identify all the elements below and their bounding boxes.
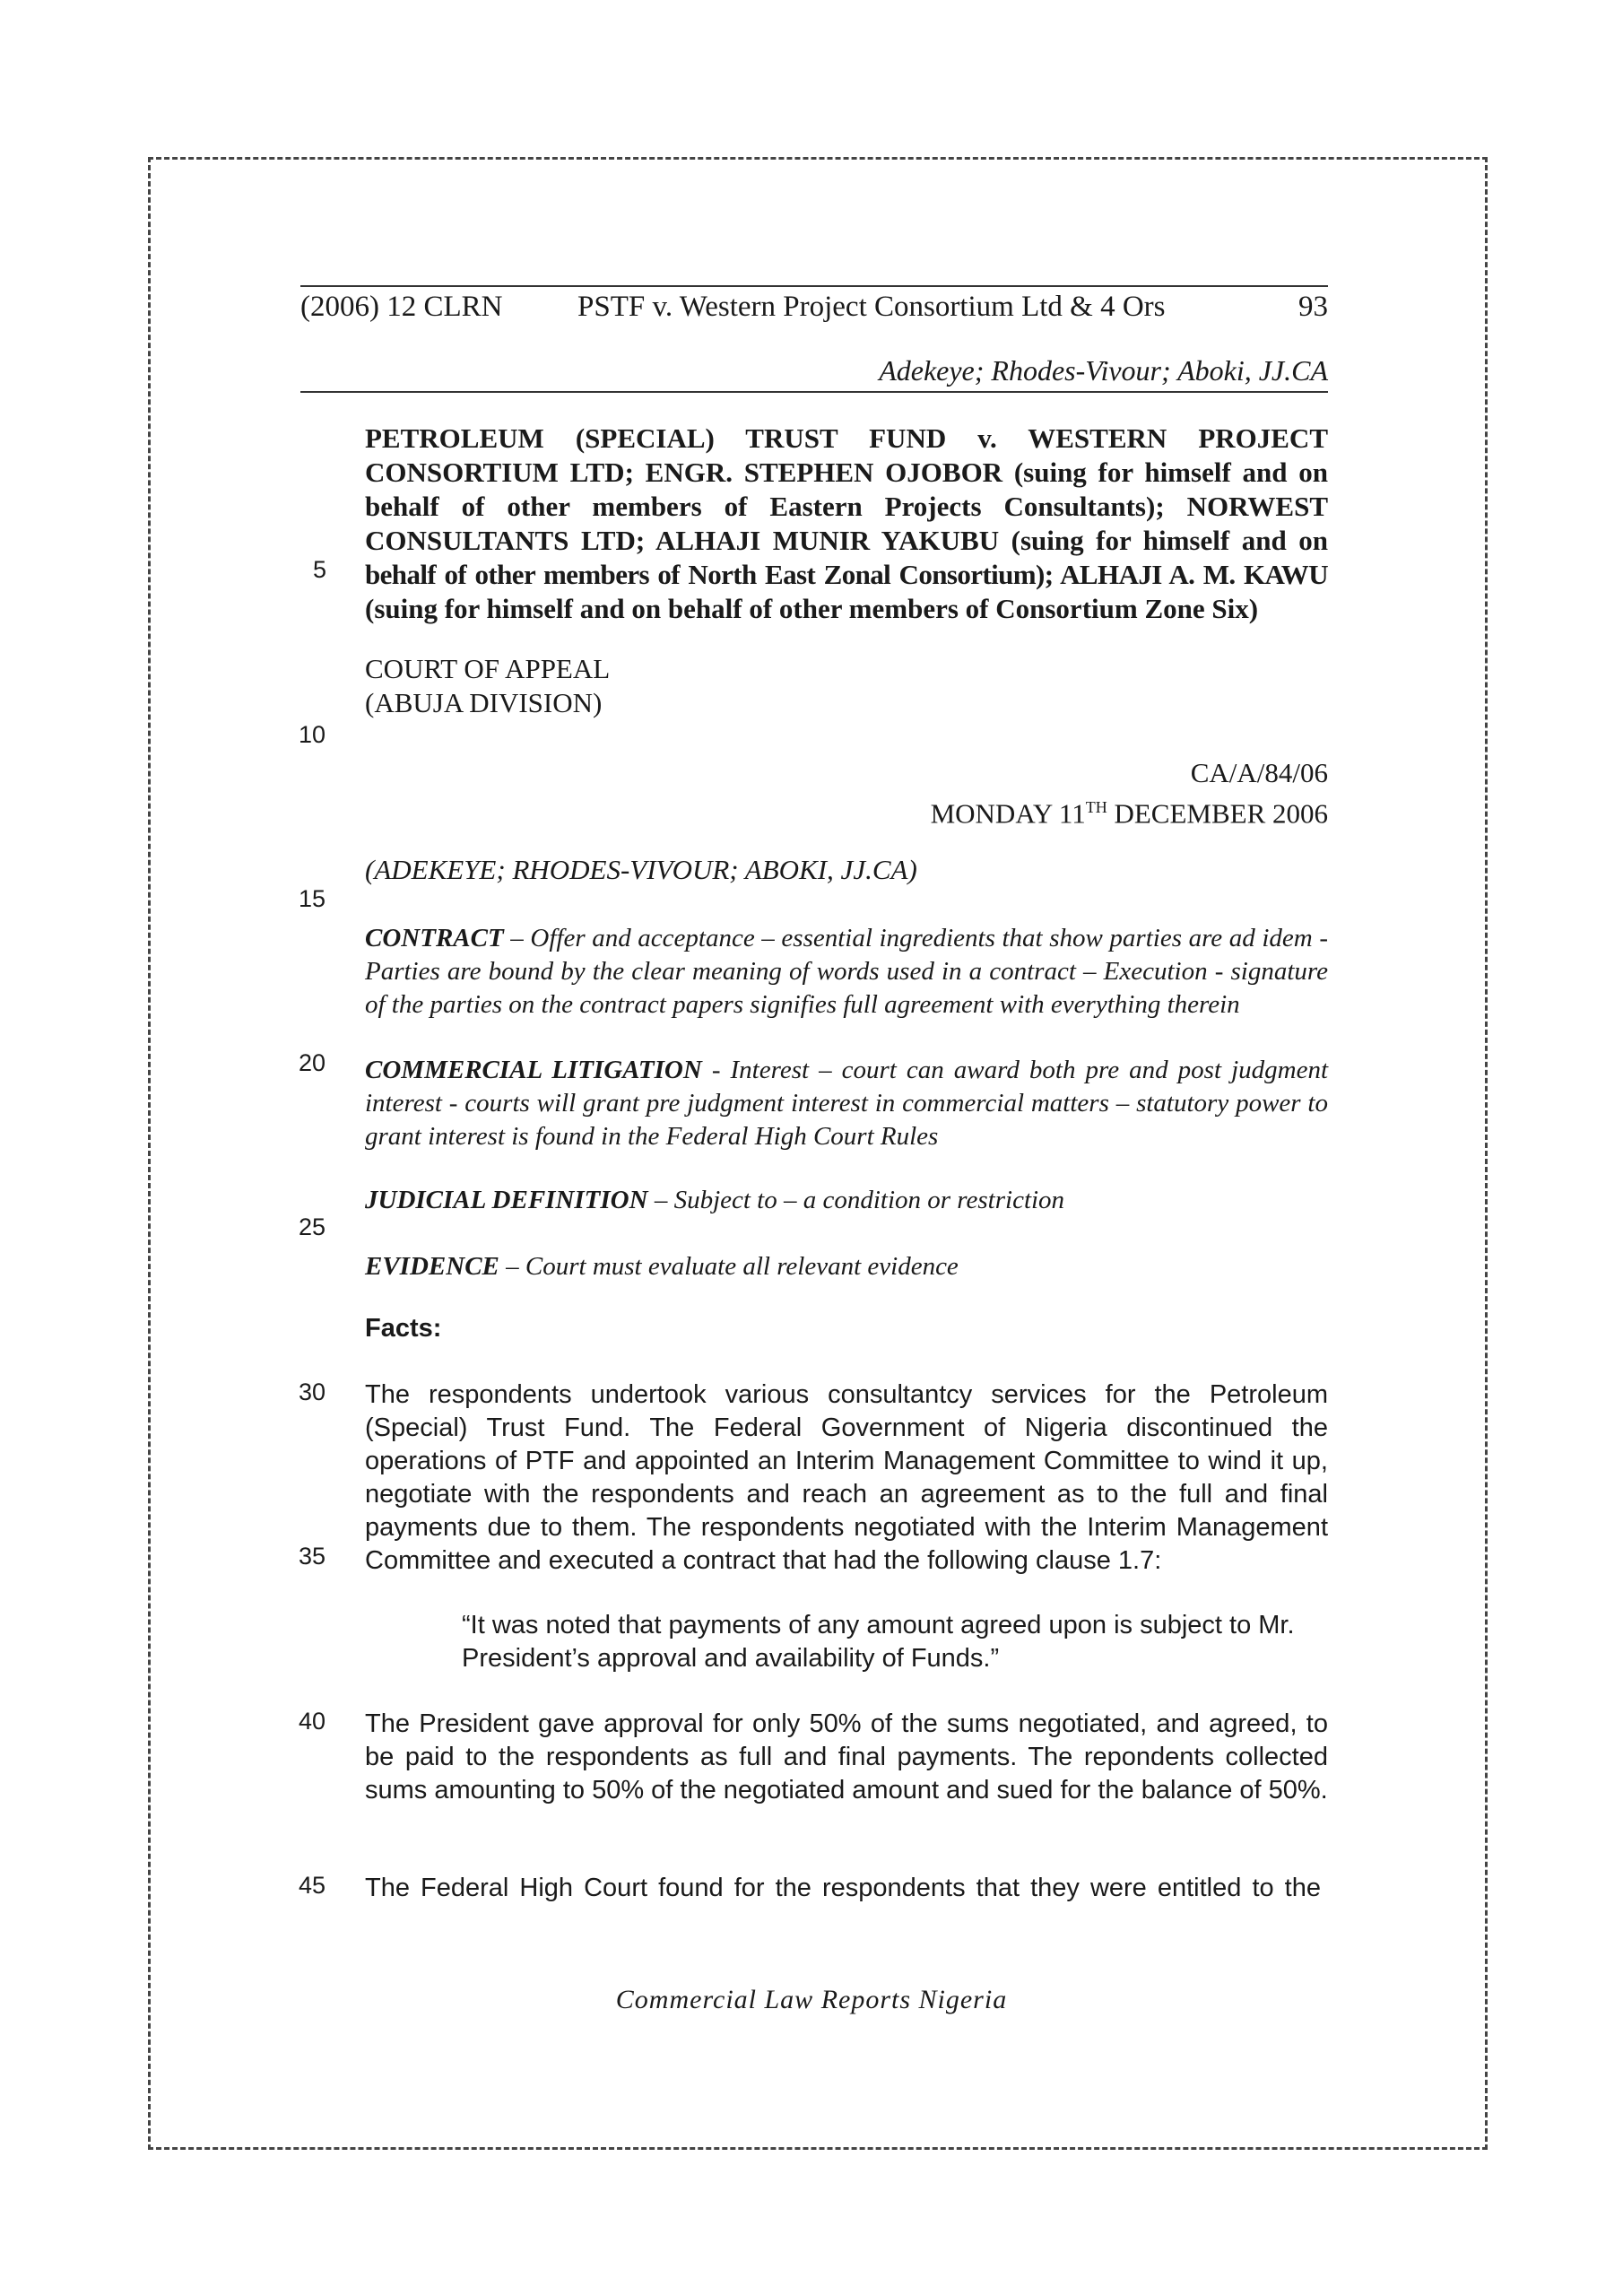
parties-line: CONSORTIUM LTD; ENGR. STEPHEN OJOBOR (suing for himself and on: [365, 457, 1328, 488]
line-number: 10: [299, 721, 326, 748]
parties-line: CONSULTANTS LTD; ALHAJI MUNIR YAKUBU (suing for himself and on: [365, 525, 1328, 556]
justices-panel: (ADEKEYE; RHODES-VIVOUR; ABOKI, JJ.CA): [365, 854, 917, 885]
catchword-text: – Offer and acceptance – essential ingredients that show parties are ad idem - Parties are bound by the clear meaning of words used in a contract – Execution - signature of the parties on the contract papers signifies full agreement with everything therein: [365, 924, 1328, 1019]
catchword-heading: EVIDENCE: [365, 1252, 499, 1281]
header-bottom-rule: [300, 391, 1328, 393]
judgment-date: [931, 790, 1328, 831]
court-division: (ABUJA DIVISION): [365, 687, 603, 718]
facts-quote: “It was noted that payments of any amount agreed upon is subject to Mr. President’s approval and availability of Funds.”: [462, 1611, 1295, 1673]
parties-line: behalf of other members of North East Zonal Consortium); ALHAJI A. M. KAWU: [365, 559, 1328, 590]
header-judges: Adekeye; Rhodes-Vivour; Aboki, JJ.CA: [879, 354, 1328, 387]
catchword-text: - Interest – court can award both pre and post judgment interest - courts will grant pre judgment interest in commercial matters – statutory power to grant interest is found in the Federal High Court Rules: [365, 1056, 1328, 1151]
facts-paragraph: The Federal High Court found for the respondents that they were entitled to the: [365, 1874, 1321, 1902]
parties-line: (suing for himself and on behalf of other members of Consortium Zone Six): [365, 593, 1259, 624]
header-case-title: PSTF v. Western Project Consortium Ltd & 4 Ors: [577, 291, 1166, 323]
facts-heading: Facts:: [365, 1314, 442, 1343]
catchword-commercial-litigation: [365, 1054, 1328, 1153]
line-number: 35: [299, 1543, 326, 1570]
line-number: 5: [313, 556, 327, 583]
page-footer: Commercial Law Reports Nigeria: [615, 1985, 1008, 2014]
catchword-text: – Court must evaluate all relevant evidence: [499, 1252, 959, 1281]
case-parties: [365, 422, 1328, 626]
case-number: CA/A/84/06: [1190, 757, 1328, 788]
line-number: 45: [299, 1872, 326, 1899]
header-page-number: 93: [1298, 291, 1328, 323]
court-name: COURT OF APPEAL: [365, 653, 611, 684]
date-suffix: DECEMBER 2006: [1107, 797, 1328, 830]
line-number: 20: [299, 1049, 326, 1076]
catchword-evidence: [365, 1250, 1328, 1283]
line-number: 15: [299, 885, 326, 912]
facts-paragraph: The respondents undertook various consultantcy services for the Petroleum (Special) Trust Fund. The Federal Government of Nigeria discontinued the operations of PTF and appointed an Interim Management Committee to wind it up, negotiate with the respondents and reach an agreement as to the full and final payments due to them. The respondents negotiated with the Interim Management Committee and executed a contract that had the following clause 1.7:: [365, 1380, 1328, 1575]
line-number: 40: [299, 1708, 326, 1735]
parties-line: behalf of other members of Eastern Projects Consultants); NORWEST: [365, 491, 1328, 522]
court-block: [365, 652, 610, 720]
catchword-heading: CONTRACT: [365, 924, 504, 952]
facts-paragraph: The President gave approval for only 50% of the sums negotiated, and agreed, to be paid to the respondents as full and final payments. The repondents collected sums amounting to 50% of the negotiated amount and sued for the balance of 50%.: [365, 1709, 1328, 1805]
line-number: 30: [299, 1378, 326, 1405]
catchword-heading: COMMERCIAL LITIGATION: [365, 1056, 702, 1084]
catchword-heading: JUDICIAL DEFINITION: [365, 1186, 648, 1214]
catchword-text: – Subject to – a condition or restriction: [647, 1186, 1065, 1214]
header-top-rule: [300, 285, 1328, 287]
parties-line: PETROLEUM (SPECIAL) TRUST FUND v. WESTERN PROJECT: [365, 422, 1328, 454]
date-prefix: MONDAY 11: [930, 797, 1086, 830]
header-citation: (2006) 12 CLRN: [300, 291, 503, 323]
date-superscript: TH: [1085, 798, 1107, 816]
line-number: 25: [299, 1213, 326, 1240]
catchword-contract: [365, 922, 1328, 1022]
catchword-judicial-definition: [365, 1184, 1328, 1217]
